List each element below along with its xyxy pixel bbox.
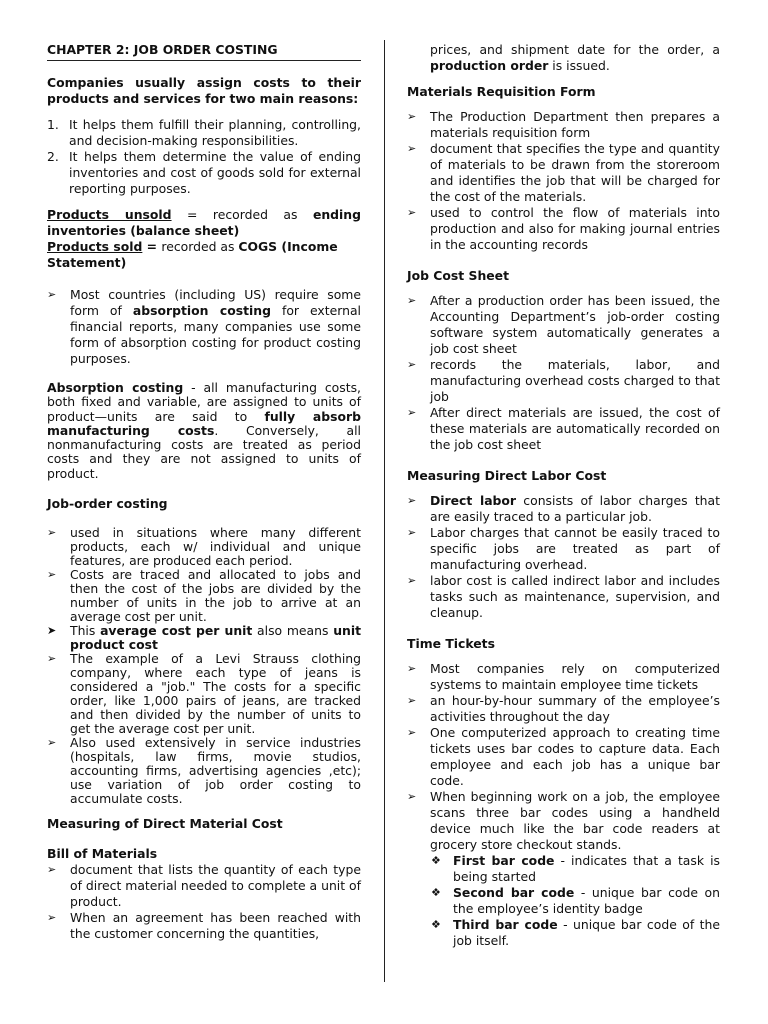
products-sold-line: Products sold = recorded as COGS (Income Statement): [47, 239, 338, 270]
absorption-bullet: ➢ Most countries (including US) require some form of absorption costing for external financial reports, many companies use some form of absorption costing for product costing purposes.: [47, 287, 361, 367]
barcode-list: [407, 853, 720, 949]
tt-heading: Time Tickets: [407, 636, 495, 651]
list-item: ➢ After direct materials are issued, the cost of these materials are automatically recorded on the job cost sheet: [407, 405, 720, 453]
list-item: ➢ used to control the flow of materials into production and also for making journal entries in the accounting records: [407, 205, 720, 253]
left-column: [47, 40, 361, 942]
reasons-list: [47, 117, 361, 197]
list-item: ❖ Third bar code - unique bar code of the job itself.: [430, 917, 720, 949]
direct-material-heading: Measuring of Direct Material Cost: [47, 816, 283, 832]
bom-continuation: prices, and shipment date for the order, a production order is issued.: [430, 42, 720, 73]
list-item: ➢ When beginning work on a job, the employee scans three bar codes using a handheld device much like the bar code readers at grocery store checkout stands.: [407, 789, 720, 853]
list-item: ➢ The example of a Levi Strauss clothing company, where each type of jeans is considered a "job." The costs for a specific order, like 1,000 pairs of jeans, are tracked and then divided by the number of units to get the average cost per unit.: [47, 652, 361, 736]
list-item: ➢ One computerized approach to creating time tickets uses bar codes to capture data. Each employee and each job has a unique bar code.: [407, 725, 720, 789]
bom-heading: Bill of Materials: [47, 846, 158, 862]
list-item: ➢ labor cost is called indirect labor and includes tasks such as maintenance, supervision, and cleanup.: [407, 573, 720, 621]
job-order-list: [47, 526, 361, 806]
list-item: ➤ This average cost per unit also means unit product cost: [47, 624, 361, 652]
bom-list: [47, 862, 361, 942]
absorption-definition: Absorption costing - all manufacturing costs, both fixed and variable, are assigned to units of product—units are said to fully absorb manufacturing costs. Conversely, all nonmanufacturing costs are treated as period costs and they are not assigned to units of product.: [47, 380, 361, 481]
list-item: ➢ document that lists the quantity of each type of direct material needed to complete a unit of product.: [47, 862, 361, 910]
list-item: ➢ Most companies rely on computerized systems to maintain employee time tickets: [407, 661, 720, 693]
list-item: ➢ Direct labor consists of labor charges that are easily traced to a particular job.: [407, 493, 720, 525]
list-item: ➢ used in situations where many different products, each w/ individual and unique features, are produced each period.: [47, 526, 361, 568]
list-item: ➢ When an agreement has been reached with the customer concerning the quantities,: [47, 910, 361, 942]
list-item: ➢ Costs are traced and allocated to jobs and then the cost of the jobs are divided by the number of units in the job to arrive at an average cost per unit.: [47, 568, 361, 624]
list-item: ➢ document that specifies the type and quantity of materials to be drawn from the storeroom and identifies the job that will be charged for the cost of the materials.: [407, 141, 720, 205]
dlc-list: [407, 493, 720, 621]
mrf-heading: Materials Requisition Form: [407, 84, 596, 99]
list-item: ❖ First bar code - indicates that a task is being started: [430, 853, 720, 885]
chapter-title: CHAPTER 2: JOB ORDER COSTING: [47, 42, 361, 61]
right-column: [407, 42, 720, 949]
list-item: ➢ After a production order has been issued, the Accounting Department’s job-order costing software system automatically generates a job cost sheet: [407, 293, 720, 357]
list-item: ➢ The Production Department then prepares a materials requisition form: [407, 109, 720, 141]
absorption-list: [47, 287, 361, 367]
jcs-list: [407, 293, 720, 453]
tt-list: [407, 661, 720, 853]
list-item: ➢ Labor charges that cannot be easily traced to specific jobs are treated as part of manufacturing overhead.: [407, 525, 720, 573]
reason-item: 1. It helps them fulfill their planning, controlling, and decision-making responsibilities.: [47, 117, 361, 148]
intro-paragraph: Companies usually assign costs to their products and services for two main reasons:: [47, 75, 361, 106]
products-unsold-line: Products unsold = recorded as ending inventories (balance sheet): [47, 207, 361, 238]
list-item: ➢ an hour-by-hour summary of the employee’s activities throughout the day: [407, 693, 720, 725]
column-divider: [384, 40, 385, 982]
jcs-heading: Job Cost Sheet: [407, 268, 509, 283]
reason-item: 2. It helps them determine the value of ending inventories and cost of goods sold for external reporting purposes.: [47, 149, 361, 196]
list-item: ➢ records the materials, labor, and manufacturing overhead costs charged to that job: [407, 357, 720, 405]
list-item: ➢ Also used extensively in service industries (hospitals, law firms, movie studios, accounting firms, advertising agencies ,etc); use variation of job order costing to accumulate costs.: [47, 736, 361, 806]
dlc-heading: Measuring Direct Labor Cost: [407, 468, 607, 483]
job-order-heading: Job-order costing: [47, 496, 168, 512]
mrf-list: [407, 109, 720, 253]
list-item: ❖ Second bar code - unique bar code on the employee’s identity badge: [430, 885, 720, 917]
